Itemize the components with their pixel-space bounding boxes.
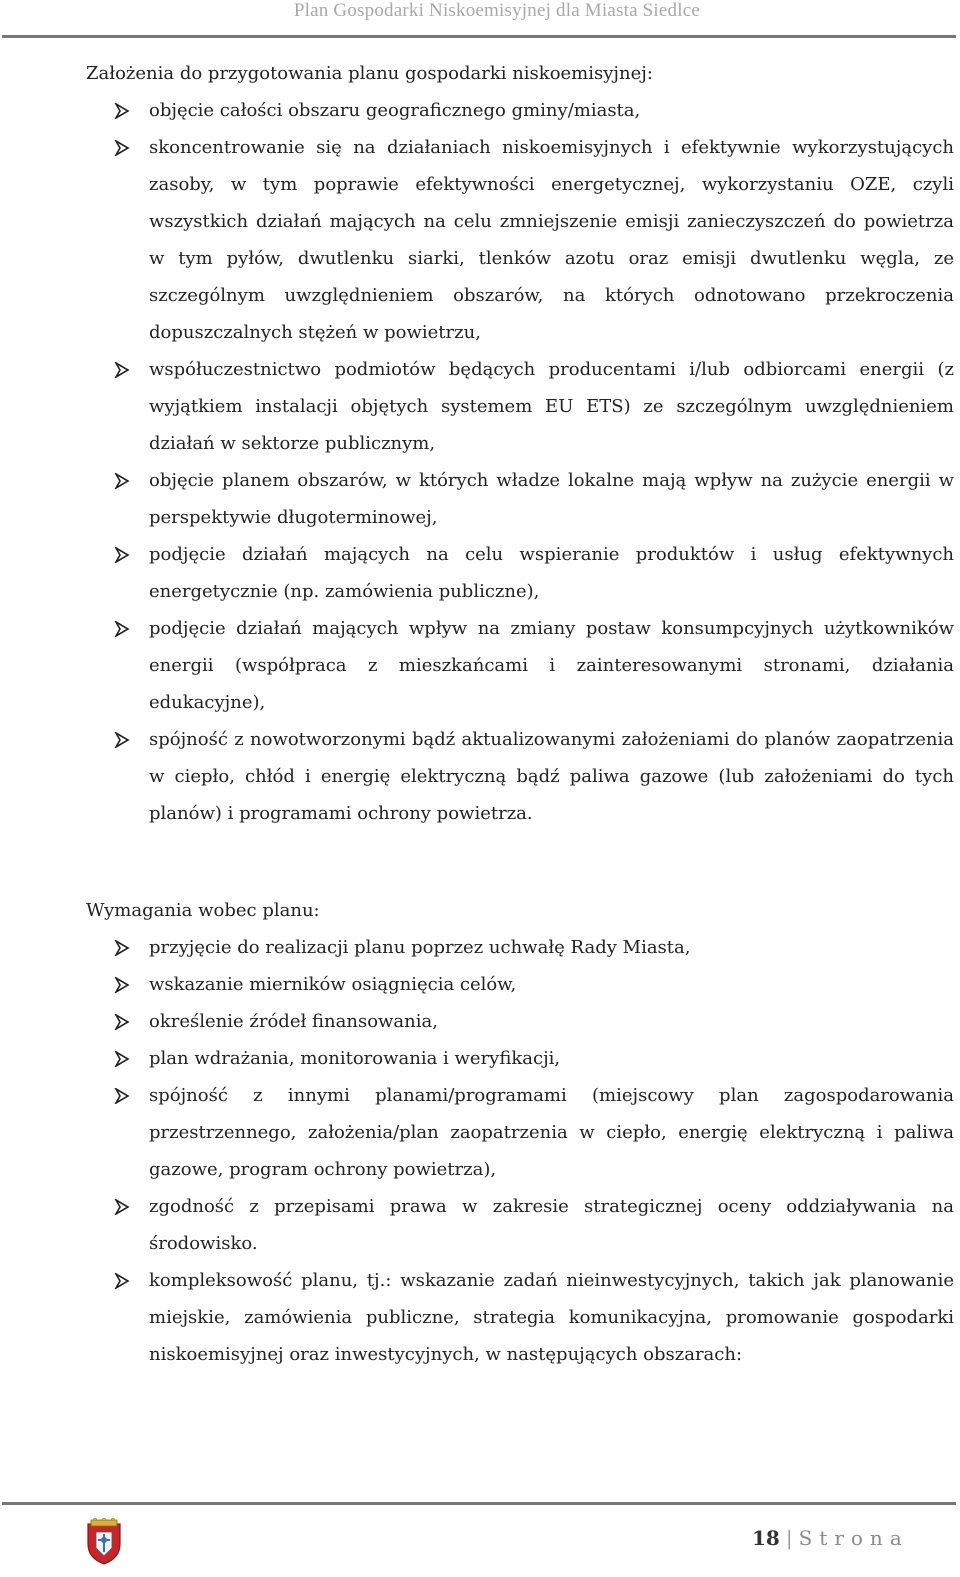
section1-intro: Założenia do przygotowania planu gospodarki niskoemisyjnej: [86, 63, 653, 84]
list-item-text: przyjęcie do realizacji planu poprzez uchwałę Rady Miasta, [149, 937, 691, 958]
list-item [86, 536, 954, 610]
footer-divider [2, 1502, 956, 1505]
arrow-bullet-icon [114, 929, 132, 966]
list-item-text: objęcie planem obszarów, w których władze lokalne mają wpływ na zużycie energii w perspektywie długoterminowej, [149, 470, 954, 528]
arrow-bullet-icon [114, 966, 132, 1003]
arrow-bullet-icon [114, 536, 132, 573]
list-item [86, 462, 954, 536]
list-item [86, 966, 954, 1003]
list-item [86, 92, 954, 129]
list-item-text: podjęcie działań mających wpływ na zmiany postaw konsumpcyjnych użytkowników energii (współpraca z mieszkańcami i zainteresowanymi stronami, działania edukacyjne), [149, 618, 954, 713]
page-header [0, 0, 960, 36]
list-item-text: wskazanie mierników osiągnięcia celów, [149, 974, 517, 995]
arrow-bullet-icon [114, 129, 132, 166]
list-item [86, 610, 954, 721]
list-item-text: spójność z innymi planami/programami (miejscowy plan zagospodarowania przestrzennego, założenia/plan zaopatrzenia w ciepło, energię elektryczną i paliwa gazowe, program ochrony powietrza), [149, 1085, 954, 1180]
list-item [86, 351, 954, 462]
list-item-text: współuczestnictwo podmiotów będących producentami i/lub odbiorcami energii (z wyjątkiem instalacji objętych systemem EU ETS) ze szczególnym uwzględnieniem działań w sektorze publicznym, [149, 359, 954, 454]
list-item [86, 721, 954, 832]
arrow-bullet-icon [114, 351, 132, 388]
list-item [86, 129, 954, 351]
list-item-text: plan wdrażania, monitorowania i weryfikacji, [149, 1048, 561, 1069]
list-item [86, 1040, 954, 1077]
arrow-bullet-icon [114, 462, 132, 499]
list-item-text: spójność z nowotworzonymi bądź aktualizowanymi założeniami do planów zaopatrzenia w ciepło, chłód i energię elektryczną bądź paliwa gazowe (lub założeniami do tych planów) i programami ochrony powietrza. [149, 729, 954, 824]
list-item [86, 929, 954, 966]
list-item [86, 1077, 954, 1188]
list-item-text: zgodność z przepisami prawa w zakresie strategicznej oceny oddziaływania na środowisko. [149, 1196, 954, 1254]
arrow-bullet-icon [114, 1262, 132, 1299]
arrow-bullet-icon [114, 1040, 132, 1077]
arrow-bullet-icon [114, 1077, 132, 1114]
arrow-bullet-icon [114, 92, 132, 129]
document-body [86, 55, 954, 1373]
section1-list [86, 92, 954, 832]
list-item-text: określenie źródeł finansowania, [149, 1011, 438, 1032]
page-number-separator: | [785, 1526, 793, 1550]
city-coat-of-arms-icon [84, 1518, 124, 1566]
page-number [752, 1526, 909, 1550]
page-number-value: 18 [752, 1526, 780, 1550]
section-spacer [86, 832, 954, 892]
header-divider [2, 35, 956, 38]
section2-list [86, 929, 954, 1373]
list-item-text: skoncentrowanie się na działaniach niskoemisyjnych i efektywnie wykorzystujących zasoby, w tym poprawie efektywności energetycznej, wykorzystaniu OZE, czyli wszystkich działań mających na celu zmniejszenie emisji zanieczyszczeń do powietrza w tym pyłów, dwutlenku siarki, tlenków azotu oraz emisji dwutlenku węgla, ze szczególnym uwzględnieniem obszarów, na których odnotowano przekroczenia dopuszczalnych stężeń w powietrzu, [149, 137, 954, 343]
list-item-text: kompleksowość planu, tj.: wskazanie zadań nieinwestycyjnych, takich jak planowanie miejskie, zamówienia publiczne, strategia komunikacyjna, promowanie gospodarki niskoemisyjnej oraz inwestycyjnych, w następujących obszarach: [149, 1270, 954, 1365]
list-item [86, 1188, 954, 1262]
arrow-bullet-icon [114, 1188, 132, 1225]
list-item [86, 1003, 954, 1040]
list-item-text: podjęcie działań mających na celu wspieranie produktów i usług efektywnych energetycznie (np. zamówienia publiczne), [149, 544, 954, 602]
arrow-bullet-icon [114, 1003, 132, 1040]
arrow-bullet-icon [114, 721, 132, 758]
arrow-bullet-icon [114, 610, 132, 647]
section2-intro: Wymagania wobec planu: [86, 900, 320, 921]
header-title: Plan Gospodarki Niskoemisyjnej dla Miasta Siedlce [293, 0, 700, 21]
list-item-text: objęcie całości obszaru geograficznego gminy/miasta, [149, 100, 641, 121]
list-item [86, 1262, 954, 1373]
page-word: Strona [798, 1526, 909, 1550]
